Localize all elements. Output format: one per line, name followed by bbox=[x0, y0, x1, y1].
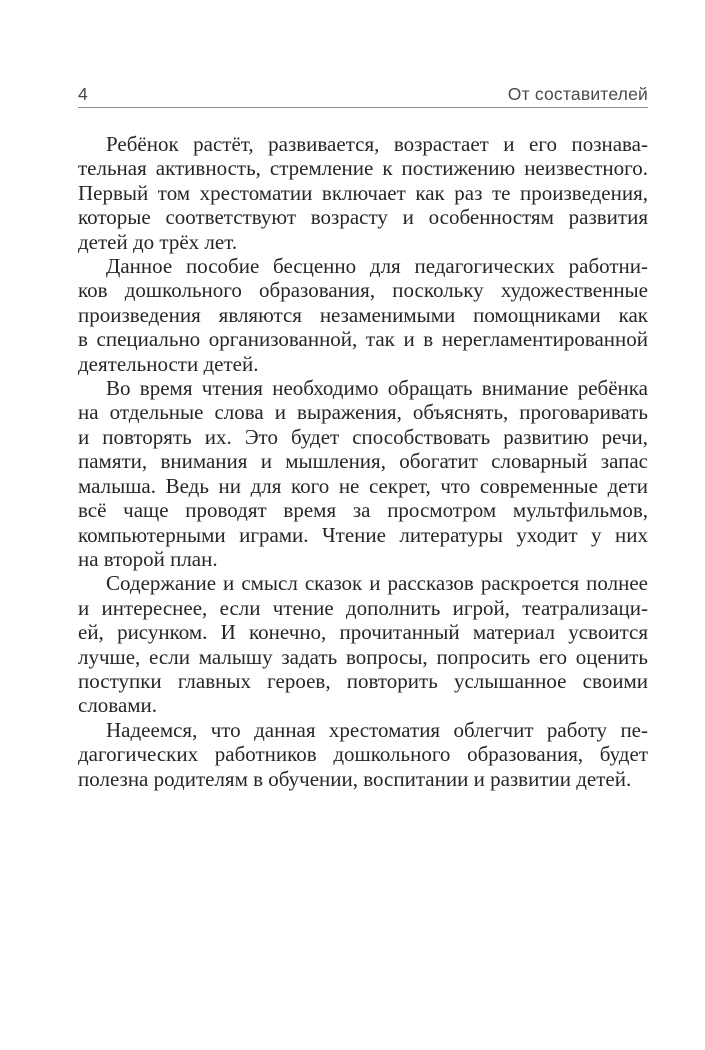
running-title: От составителей bbox=[507, 84, 648, 104]
text-line: Данное пособие бесценно для педагогических работни- bbox=[106, 254, 648, 279]
text-line: на второй план. bbox=[78, 546, 218, 571]
header-rule bbox=[78, 107, 648, 108]
paragraph bbox=[78, 132, 648, 254]
text-line: Первый том хрестоматии включает как раз те произведения, bbox=[78, 180, 648, 205]
text-line: памяти, внимания и мышления, обогатит словарный запас bbox=[78, 449, 648, 474]
text-line: дагогических работников дошкольного образования, будет bbox=[78, 742, 648, 767]
text-line: и интереснее, если чтение дополнить игрой, театрализаци- bbox=[78, 595, 648, 620]
text-line: ей, рисунком. И конечно, прочитанный материал усвоится bbox=[78, 620, 648, 645]
text-line: деятельности детей. bbox=[78, 351, 259, 376]
paragraph bbox=[78, 571, 648, 717]
text-line: Ребёнок растёт, развивается, возрастает и его познава- bbox=[106, 132, 648, 156]
paragraph bbox=[78, 254, 648, 376]
text-line: в специально организованной, так и в нерегламентированной bbox=[78, 327, 648, 352]
text-line: произведения являются незаменимыми помощниками как bbox=[78, 302, 648, 327]
page-number: 4 bbox=[78, 84, 88, 104]
page-header bbox=[78, 84, 648, 105]
paragraph bbox=[78, 376, 648, 571]
text-line: и повторять их. Это будет способствовать развитию речи, bbox=[78, 424, 648, 449]
text-line: на отдельные слова и выражения, объяснять, проговаривать bbox=[78, 400, 648, 425]
body-text bbox=[78, 132, 648, 791]
text-line: Содержание и смысл сказок и рассказов раскроется полнее bbox=[106, 571, 648, 596]
text-line: всё чаще проводят время за просмотром мультфильмов, bbox=[78, 498, 648, 523]
text-line: компьютерными играми. Чтение литературы уходит у них bbox=[78, 522, 648, 547]
text-line: малыша. Ведь ни для кого не секрет, что современные дети bbox=[78, 473, 648, 498]
text-line: тельная активность, стремление к постижению неизвестного. bbox=[78, 156, 648, 181]
text-line: словами. bbox=[78, 693, 158, 718]
text-line: детей до трёх лет. bbox=[78, 229, 238, 254]
text-line: Надеемся, что данная хрестоматия облегчит работу пе- bbox=[106, 717, 648, 742]
text-line: полезна родителям в обучении, воспитании и развитии детей. bbox=[78, 766, 632, 791]
text-line: ков дошкольного образования, поскольку художественные bbox=[78, 278, 648, 303]
text-line: Во время чтения необходимо обращать внимание ребёнка bbox=[106, 376, 648, 401]
paragraph bbox=[78, 718, 648, 791]
text-line: поступки главных героев, повторить услышанное своими bbox=[78, 668, 648, 693]
text-line: которые соответствуют возрасту и особенностям развития bbox=[78, 205, 648, 230]
text-line: лучше, если малышу задать вопросы, попросить его оценить bbox=[78, 644, 648, 669]
